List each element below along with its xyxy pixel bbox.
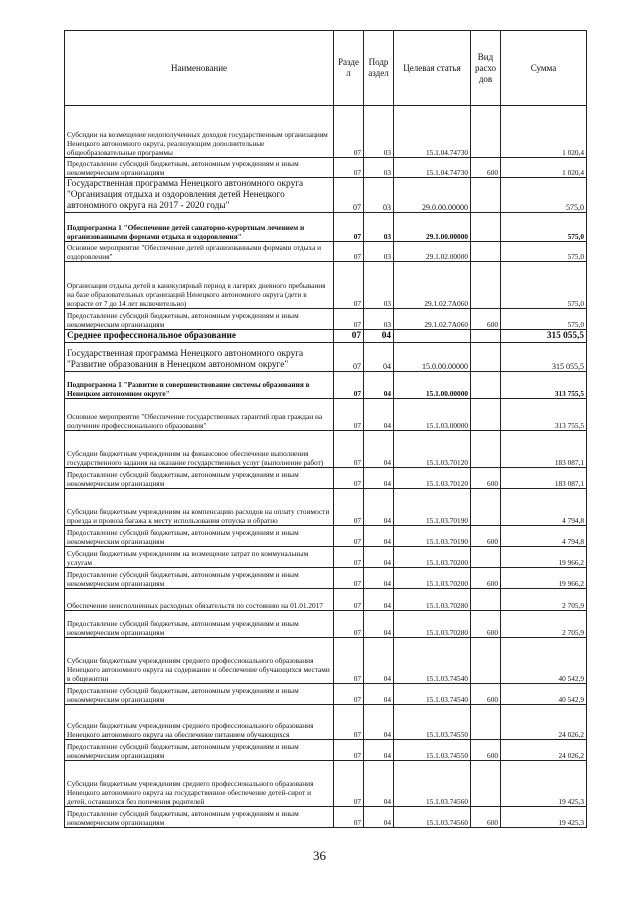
row-target: 15.1.03.70200: [394, 547, 471, 568]
row-subsection: 04: [364, 807, 394, 828]
row-section: 07: [334, 611, 364, 638]
header-sum: Сумма: [501, 31, 587, 106]
table-row: [65, 489, 587, 526]
row-subsection: 04: [364, 489, 394, 526]
row-sum: 313 755,5: [501, 372, 587, 399]
row-name: Обеспечение неисполненных расходных обязательств по состоянию на 01.01.2017: [65, 589, 334, 611]
row-type: [471, 431, 501, 468]
row-type: [471, 761, 501, 807]
row-sum: 19 425,3: [501, 761, 587, 807]
row-sum: 183 087,1: [501, 468, 587, 489]
row-section: 07: [334, 330, 364, 343]
row-section: 07: [334, 399, 364, 431]
row-section: 07: [334, 807, 364, 828]
row-subsection: 03: [364, 262, 394, 309]
table-row: [65, 343, 587, 372]
row-type: 600: [471, 526, 501, 547]
row-name: Предоставление субсидий бюджетным, автономным учреждениям и иным некоммерческим организациям: [65, 611, 334, 638]
row-name: Государственная программа Ненецкого автономного округа "Организация отдыха и оздоровления детей Ненецкого автономного округа на 2017 - 2020 годы": [65, 178, 334, 213]
table-row: [65, 158, 587, 178]
table-row: [65, 807, 587, 828]
row-sum: 315 055,5: [501, 343, 587, 372]
row-section: 07: [334, 568, 364, 589]
row-name: Предоставление субсидий бюджетным, автономным учреждениям и иным некоммерческим организациям: [65, 568, 334, 589]
row-section: 07: [334, 372, 364, 399]
row-type: 600: [471, 309, 501, 330]
row-sum: 183 087,1: [501, 431, 587, 468]
row-section: 07: [334, 262, 364, 309]
row-type: [471, 638, 501, 684]
row-sum: 24 026,2: [501, 740, 587, 761]
table-row: [65, 611, 587, 638]
row-sum: 575,0: [501, 242, 587, 262]
row-target: 29.1.02.00000: [394, 242, 471, 262]
row-subsection: 04: [364, 372, 394, 399]
row-subsection: 03: [364, 178, 394, 213]
table-row: [65, 589, 587, 611]
row-subsection: 04: [364, 547, 394, 568]
row-type: [471, 399, 501, 431]
row-section: 07: [334, 589, 364, 611]
row-section: 07: [334, 431, 364, 468]
row-type: 600: [471, 568, 501, 589]
table-row: [65, 242, 587, 262]
row-sum: 19 966,2: [501, 547, 587, 568]
row-sum: 40 542,9: [501, 684, 587, 705]
row-section: 07: [334, 178, 364, 213]
row-type: [471, 178, 501, 213]
row-name: Предоставление субсидий бюджетным, автономным учреждениям и иным некоммерческим организациям: [65, 807, 334, 828]
row-type: [471, 330, 501, 343]
row-subsection: 03: [364, 309, 394, 330]
row-target: 15.1.03.74540: [394, 684, 471, 705]
row-section: 07: [334, 343, 364, 372]
row-target: 15.1.03.70280: [394, 611, 471, 638]
row-target: 15.1.03.74550: [394, 705, 471, 740]
row-sum: 315 055,5: [501, 330, 587, 343]
row-sum: 24 026,2: [501, 705, 587, 740]
table-row: [65, 213, 587, 242]
row-type: 600: [471, 158, 501, 178]
row-target: 15.1.03.70190: [394, 489, 471, 526]
row-subsection: 04: [364, 431, 394, 468]
row-subsection: 04: [364, 343, 394, 372]
row-section: 07: [334, 705, 364, 740]
table-row: [65, 568, 587, 589]
table-row: [65, 705, 587, 740]
row-target: 15.1.03.74550: [394, 740, 471, 761]
row-target: 15.1.00.00000: [394, 372, 471, 399]
row-target: 29.1.02.7А060: [394, 262, 471, 309]
row-target: 15.1.03.70120: [394, 431, 471, 468]
row-type: 600: [471, 684, 501, 705]
row-name: Подпрограмма 1 "Обеспечение детей санаторно-курортным лечением и организованными формами отдыха и оздоровления": [65, 213, 334, 242]
row-section: 07: [334, 158, 364, 178]
row-subsection: 04: [364, 740, 394, 761]
row-name: Организация отдыха детей в каникулярный период в лагерях дневного пребывания на базе образовательных организаций Ненецкого автономного округа (дети в возрасте от 7 до 14 лет включительно): [65, 262, 334, 309]
row-target: 29.0.00.00000: [394, 178, 471, 213]
row-target: 15.1.03.70280: [394, 589, 471, 611]
table-row: [65, 684, 587, 705]
row-target: 15.1.03.00000: [394, 399, 471, 431]
budget-table: [64, 30, 587, 828]
row-subsection: 04: [364, 589, 394, 611]
row-section: 07: [334, 526, 364, 547]
row-type: [471, 242, 501, 262]
table-row: [65, 638, 587, 684]
row-name: Предоставление субсидий бюджетным, автономным учреждениям и иным некоммерческим организациям: [65, 526, 334, 547]
row-name: Подпрограмма 1 "Развитие и совершенствование системы образования в Ненецком автономном округе": [65, 372, 334, 399]
row-sum: 575,0: [501, 178, 587, 213]
row-target: 15.1.03.74540: [394, 638, 471, 684]
table-row: [65, 309, 587, 330]
header-type: Вид расхо дов: [471, 31, 501, 106]
row-type: [471, 262, 501, 309]
table-row: [65, 740, 587, 761]
row-name: Субсидии бюджетным учреждениям на финансовое обеспечение выполнения государственного задания на оказание государственных услуг (выполнение работ): [65, 431, 334, 468]
row-name: Предоставление субсидий бюджетным, автономным учреждениям и иным некоммерческим организациям: [65, 158, 334, 178]
row-subsection: 04: [364, 526, 394, 547]
row-type: 600: [471, 611, 501, 638]
row-name: Среднее профессиональное образование: [65, 330, 334, 343]
row-subsection: 04: [364, 330, 394, 343]
row-name: Субсидии бюджетным учреждениям на возмещение затрат по коммунальным услугам: [65, 547, 334, 568]
table-row: [65, 178, 587, 213]
row-subsection: 04: [364, 761, 394, 807]
row-type: 600: [471, 807, 501, 828]
row-type: [471, 589, 501, 611]
budget-table-sheet: [64, 30, 586, 828]
header-name: Наименование: [65, 31, 334, 106]
row-section: 07: [334, 638, 364, 684]
table-row: [65, 330, 587, 343]
row-name: Субсидии на возмещение недополученных доходов государственным организациям Ненецкого автономного округа, реализующим дополнительные общеобразовательные программы: [65, 106, 334, 158]
row-type: [471, 489, 501, 526]
row-target: 15.1.03.70200: [394, 568, 471, 589]
row-name: Субсидии бюджетным учреждениям среднего профессионального образования Ненецкого автономного округа на обеспечение питанием обучающихся: [65, 705, 334, 740]
row-subsection: 04: [364, 399, 394, 431]
row-sum: 575,0: [501, 262, 587, 309]
row-name: Субсидии бюджетным учреждениям среднего профессионального образования Ненецкого автономного округа на государственное обеспечение детей-сирот и детей, оставшихся без попечения родителей: [65, 761, 334, 807]
row-type: [471, 547, 501, 568]
table-row: [65, 431, 587, 468]
row-type: 600: [471, 468, 501, 489]
row-name: Субсидии бюджетным учреждениям на компенсацию расходов на оплату стоимости проезда и провоза багажа к месту использования отпуска и обратно: [65, 489, 334, 526]
row-target: 15.1.04.74730: [394, 106, 471, 158]
page-number: 36: [313, 848, 326, 863]
row-name: Предоставление субсидий бюджетным, автономным учреждениям и иным некоммерческим организациям: [65, 309, 334, 330]
row-sum: 1 020,4: [501, 106, 587, 158]
row-sum: 2 705,9: [501, 611, 587, 638]
table-row: [65, 526, 587, 547]
table-row: [65, 262, 587, 309]
row-section: 07: [334, 242, 364, 262]
row-section: 07: [334, 547, 364, 568]
row-subsection: 04: [364, 611, 394, 638]
row-subsection: 04: [364, 568, 394, 589]
row-name: Предоставление субсидий бюджетным, автономным учреждениям и иным некоммерческим организациям: [65, 468, 334, 489]
row-sum: 19 425,3: [501, 807, 587, 828]
row-section: 07: [334, 489, 364, 526]
table-row: [65, 106, 587, 158]
row-target: 29.1.02.7А060: [394, 309, 471, 330]
row-name: Основное мероприятие "Обеспечение детей организованными формами отдыха и оздоровления": [65, 242, 334, 262]
header-section: Разде л: [334, 31, 364, 106]
table-row: [65, 468, 587, 489]
row-section: 07: [334, 309, 364, 330]
table-row: [65, 399, 587, 431]
row-sum: 19 966,2: [501, 568, 587, 589]
row-target: 29.1.00.00000: [394, 213, 471, 242]
row-subsection: 04: [364, 638, 394, 684]
table-body: [65, 106, 587, 828]
row-sum: 4 794,8: [501, 489, 587, 526]
table-row: [65, 372, 587, 399]
row-type: [471, 372, 501, 399]
row-subsection: 04: [364, 705, 394, 740]
row-name: Предоставление субсидий бюджетным, автономным учреждениям и иным некоммерческим организациям: [65, 740, 334, 761]
table-row: [65, 761, 587, 807]
row-target: [394, 330, 471, 343]
row-type: [471, 705, 501, 740]
row-section: 07: [334, 468, 364, 489]
header-target: Целевая статья: [394, 31, 471, 106]
row-name: Субсидии бюджетным учреждениям среднего профессионального образования Ненецкого автономного округа на содержание и обеспечение обучающихся местами в общежитии: [65, 638, 334, 684]
row-target: 15.1.03.70120: [394, 468, 471, 489]
row-sum: 1 020,4: [501, 158, 587, 178]
row-subsection: 03: [364, 106, 394, 158]
row-name: Предоставление субсидий бюджетным, автономным учреждениям и иным некоммерческим организациям: [65, 684, 334, 705]
row-target: 15.0.00.00000: [394, 343, 471, 372]
row-target: 15.1.03.74560: [394, 807, 471, 828]
row-name: Государственная программа Ненецкого автономного округа "Развитие образования в Ненецком автономном округе": [65, 343, 334, 372]
row-sum: 2 705,9: [501, 589, 587, 611]
table-row: [65, 547, 587, 568]
row-target: 15.1.03.70190: [394, 526, 471, 547]
row-subsection: 03: [364, 213, 394, 242]
row-type: 600: [471, 740, 501, 761]
row-type: [471, 213, 501, 242]
row-sum: 4 794,8: [501, 526, 587, 547]
row-section: 07: [334, 740, 364, 761]
row-sum: 40 542,9: [501, 638, 587, 684]
row-subsection: 03: [364, 242, 394, 262]
row-section: 07: [334, 761, 364, 807]
row-name: Основное мероприятие "Обеспечение государственных гарантий прав граждан на получение профессионального образования": [65, 399, 334, 431]
row-target: 15.1.04.74730: [394, 158, 471, 178]
row-subsection: 04: [364, 468, 394, 489]
row-type: [471, 106, 501, 158]
header-subsection: Подр аздел: [364, 31, 394, 106]
row-section: 07: [334, 684, 364, 705]
row-subsection: 03: [364, 158, 394, 178]
row-sum: 575,0: [501, 213, 587, 242]
table-header-row: [65, 31, 587, 106]
row-target: 15.1.03.74560: [394, 761, 471, 807]
row-section: 07: [334, 106, 364, 158]
row-section: 07: [334, 213, 364, 242]
row-sum: 575,0: [501, 309, 587, 330]
row-type: [471, 343, 501, 372]
row-sum: 313 755,5: [501, 399, 587, 431]
row-subsection: 04: [364, 684, 394, 705]
